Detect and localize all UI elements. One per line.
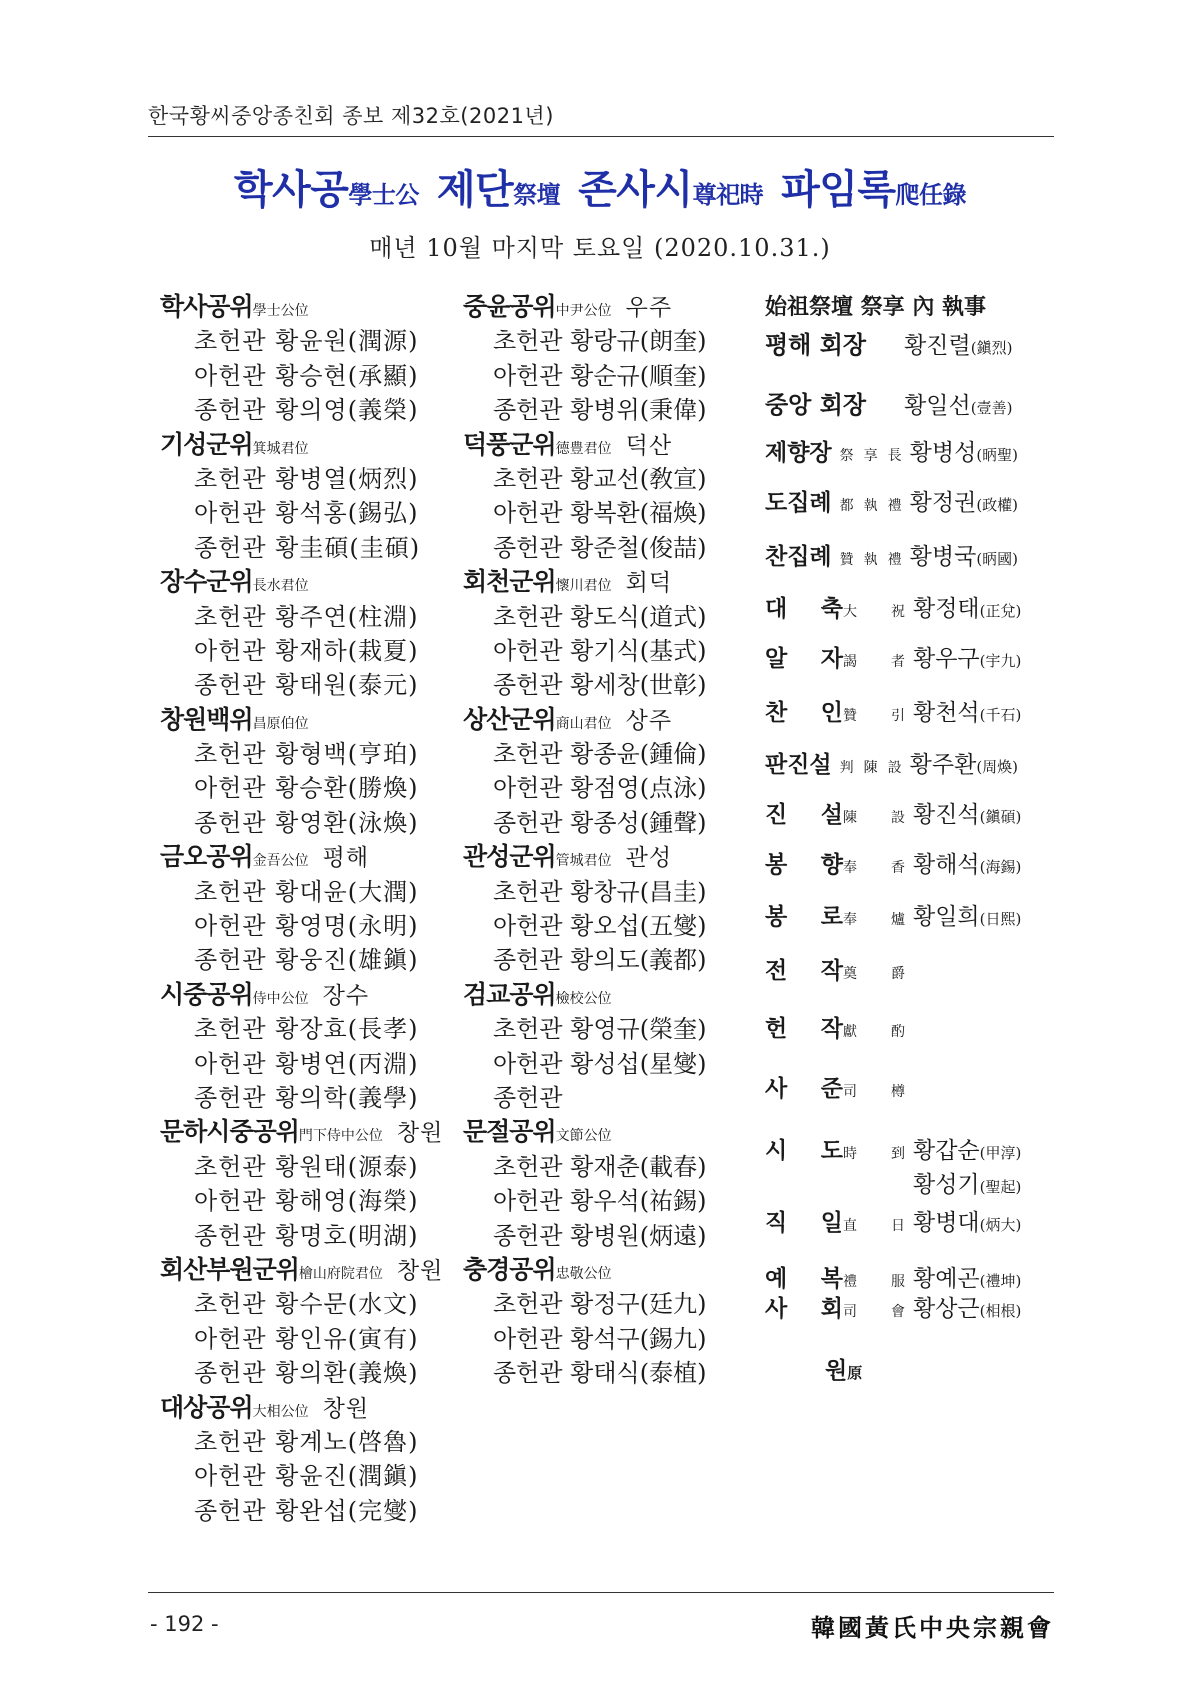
official-name	[904, 331, 1012, 363]
officiant-entry: 종헌관 황세창(世彰)	[493, 671, 707, 700]
official-name	[913, 1136, 1021, 1168]
group-name: 덕풍군위	[463, 429, 556, 459]
role-hanja: 時 到	[843, 1146, 905, 1162]
officiant-entry: 초헌관 황정구(廷九)	[493, 1290, 707, 1319]
officiant-entry: 아헌관 황복환(福煥)	[493, 499, 707, 528]
official-name-hanja: (鎭烈)	[970, 339, 1013, 357]
journal-header: 한국황씨중앙종친회 종보 제32호(2021년)	[148, 104, 554, 128]
group-heading	[160, 1253, 460, 1287]
role-name: 평해 회장	[765, 331, 867, 359]
group-location: 창원	[396, 1257, 444, 1284]
role-hanja: 贊執禮	[839, 552, 902, 568]
group-name: 회천군위	[463, 567, 556, 597]
official-name-hanja: (政權)	[976, 496, 1019, 514]
official-name	[910, 750, 1018, 782]
group-name-hanja: 管城君位	[555, 853, 612, 870]
official-name	[913, 644, 1021, 676]
official-name	[913, 1208, 1021, 1240]
group-heading	[160, 565, 460, 599]
role-hanja: 司 會	[843, 1304, 905, 1320]
official-name-hanja: (相根)	[979, 1302, 1022, 1320]
officiant-entry: 종헌관 황영환(泳煥)	[194, 808, 419, 837]
official-name-hangul: 황해석	[913, 852, 980, 878]
officiant-entry: 종헌관 황완섭(完燮)	[194, 1496, 419, 1525]
officiant-entry: 아헌관 황승환(勝煥)	[194, 774, 419, 803]
officiant-entry: 아헌관 황영명(永明)	[194, 912, 419, 941]
official-name-hanja: (聖起)	[979, 1178, 1022, 1196]
group-name: 회산부원군위	[160, 1254, 299, 1284]
group-name: 학사공위	[160, 292, 253, 321]
officiant-role-row	[765, 1294, 1021, 1324]
officiant-entry: 초헌관 황대윤(大潤)	[194, 877, 419, 906]
group-name-hanja: 檜山府院君位	[298, 1265, 383, 1282]
officiant-role-row	[765, 488, 1018, 518]
official-name	[913, 850, 1021, 882]
group-heading	[463, 1115, 755, 1149]
title-part-4-ko: 파임록	[781, 167, 896, 213]
officiant-role-row	[765, 644, 1021, 674]
page-title	[0, 158, 1200, 215]
group-name: 중윤공위	[463, 292, 556, 321]
officiant-role-row	[765, 750, 1018, 780]
officiant-entry: 초헌관 황종윤(鍾倫)	[493, 740, 707, 769]
role-name: 전 작	[765, 958, 843, 984]
role-hanja: 直 日	[843, 1218, 905, 1234]
title-part-4-han: 爬任錄	[895, 181, 967, 209]
role-name: 시 도	[765, 1138, 843, 1164]
official-name-hangul: 황갑순	[913, 1138, 980, 1164]
official-name	[913, 800, 1021, 832]
group-name: 상산군위	[463, 704, 556, 734]
officiant-role-row	[765, 438, 1018, 468]
officiant-entry: 초헌관 황재춘(載春)	[493, 1152, 707, 1181]
group-location: 장수	[322, 982, 370, 1009]
officiant-entry: 종헌관 황태식(泰植)	[493, 1359, 707, 1388]
officiant-role-row	[765, 698, 1021, 728]
officiant-entry: 종헌관	[493, 1083, 563, 1112]
officiant-entry: 종헌관 황웅진(雄鎭)	[194, 946, 419, 975]
group-location: 우주	[625, 295, 673, 321]
official-name-hanja: (昞國)	[976, 550, 1019, 568]
officiant-entry: 초헌관 황윤원(潤源)	[194, 327, 419, 356]
officiant-entry: 초헌관 황계노(啓魯)	[194, 1427, 419, 1456]
group-heading	[463, 978, 755, 1012]
official-name-hangul: 황성기	[913, 1172, 980, 1198]
group-name-hanja: 大相公位	[252, 1403, 309, 1420]
group-heading	[160, 978, 460, 1012]
role-name: 진 설	[765, 802, 843, 828]
role-name: 봉 향	[765, 852, 843, 878]
group-location: 회덕	[625, 570, 673, 597]
group-heading	[463, 703, 755, 737]
group-location: 창원	[396, 1120, 444, 1147]
officiant-entry: 아헌관 황기식(基式)	[493, 636, 707, 665]
official-name-hangul: 황주환	[909, 752, 977, 778]
role-name: 찬집례	[765, 544, 832, 570]
group-name-hanja: 學士公位	[252, 303, 309, 319]
officiants-heading: 始祖祭壇 祭享 內 執事	[765, 295, 986, 320]
official-name	[913, 698, 1021, 730]
officiant-entry: 아헌관 황순규(順奎)	[493, 361, 707, 390]
official-name-hanja: (宇九)	[979, 652, 1022, 670]
role-name: 직 일	[765, 1210, 843, 1236]
officiant-role-row	[765, 1208, 1021, 1238]
role-hanja: 奠 爵	[843, 966, 905, 982]
role-name: 중앙 회장	[765, 391, 867, 419]
group-name-hanja: 文節公位	[555, 1128, 612, 1145]
official-name	[910, 542, 1018, 574]
officiant-role-row	[765, 1074, 905, 1104]
group-heading	[463, 1253, 755, 1287]
group-name: 충경공위	[463, 1254, 556, 1284]
role-hanja: 祭享長	[839, 448, 902, 464]
role-name: 예 복	[765, 1266, 843, 1292]
official-name	[910, 488, 1018, 520]
group-name: 장수군위	[160, 567, 253, 597]
officiant-entry: 초헌관 황도식(道式)	[493, 602, 707, 631]
official-name-hangul: 황일선	[904, 393, 971, 419]
officiant-entry: 아헌관 황성섭(星燮)	[493, 1049, 707, 1078]
group-name: 문하시중공위	[160, 1117, 299, 1147]
group-name: 문절공위	[463, 1117, 556, 1147]
official-name-hanja: (正兌)	[979, 602, 1022, 620]
officiant-entry: 종헌관 황의도(義都)	[493, 946, 707, 975]
official-name-hangul: 황정권	[909, 490, 977, 516]
officiant-entry: 초헌관 황병열(炳烈)	[194, 464, 419, 493]
role-name: 도집례	[765, 490, 832, 516]
role-hanja: 謁 者	[843, 654, 905, 670]
official-name-hangul: 황진렬	[904, 333, 971, 359]
role-name: 헌 작	[765, 1016, 843, 1042]
official-name	[913, 1170, 1021, 1202]
left-column	[160, 290, 460, 1528]
officiant-entry: 종헌관 황의영(義榮)	[194, 396, 419, 425]
title-part-1-han: 學士公	[348, 181, 419, 209]
trailing-note-han: 原	[847, 1364, 863, 1382]
title-part-2-han: 祭壇	[513, 181, 561, 209]
title-part-1-ko: 학사공	[233, 167, 349, 213]
officiant-entry: 종헌관 황의환(義煥)	[194, 1359, 419, 1388]
role-name: 사 회	[765, 1296, 843, 1322]
official-name-hanja: (昞聖)	[976, 446, 1019, 464]
officiant-entry: 아헌관 황승현(承顯)	[194, 361, 419, 390]
role-name: 대 축	[765, 596, 843, 622]
group-name-hanja: 金吾公位	[252, 853, 309, 870]
group-name: 시중공위	[160, 979, 253, 1009]
trailing-note-ko: 원	[825, 1358, 848, 1384]
title-part-3-han: 尊祀時	[692, 181, 764, 209]
official-name-hangul: 황천석	[913, 700, 980, 726]
official-name-hanja: (炳大)	[979, 1216, 1022, 1234]
officiant-entry: 초헌관 황창규(昌圭)	[493, 877, 707, 906]
role-name: 판진설	[765, 752, 832, 778]
officiant-role-row	[765, 330, 1012, 360]
officiant-entry: 초헌관 황형백(亨珀)	[194, 740, 419, 769]
title-part-3-ko: 존사시	[578, 167, 693, 213]
group-name: 금오공위	[160, 842, 253, 872]
group-heading	[463, 565, 755, 599]
group-location: 창원	[322, 1395, 370, 1422]
officiant-role-row	[765, 542, 1018, 572]
role-hanja: 禮 服	[843, 1274, 905, 1290]
officiant-entry: 종헌관 황명호(明湖)	[194, 1221, 419, 1250]
group-name: 대상공위	[160, 1392, 253, 1422]
official-name	[913, 594, 1021, 626]
group-heading	[160, 290, 460, 324]
official-name	[913, 1294, 1021, 1326]
officiant-entry: 초헌관 황영규(榮奎)	[493, 1015, 707, 1044]
officiant-entry: 초헌관 황장효(長孝)	[194, 1015, 419, 1044]
officiant-role-row	[765, 1136, 1021, 1166]
group-heading	[160, 1115, 460, 1149]
group-name-hanja: 箕城君位	[252, 440, 309, 457]
role-hanja: 都執禮	[839, 498, 902, 514]
group-location: 덕산	[625, 432, 673, 459]
footer-rule	[148, 1592, 1054, 1593]
official-name-hangul: 황예곤	[913, 1266, 980, 1292]
group-name-hanja: 商山君位	[555, 715, 612, 732]
group-name-hanja: 長水君位	[252, 578, 309, 595]
group-name-hanja: 門下侍中公位	[298, 1128, 383, 1145]
group-name-hanja: 昌原伯位	[252, 715, 309, 732]
group-name: 검교공위	[463, 979, 556, 1009]
page-number: - 192 -	[150, 1612, 219, 1636]
officiant-entry: 아헌관 황해영(海榮)	[194, 1187, 419, 1216]
official-name-hangul: 황정태	[913, 596, 980, 622]
role-hanja: 奉 香	[843, 860, 905, 876]
official-name-hanja: (日熙)	[979, 910, 1022, 928]
officiant-entry: 종헌관 황병위(秉偉)	[493, 396, 707, 425]
officiant-entry: 초헌관 황교선(敎宣)	[493, 464, 707, 493]
official-name-hangul: 황일희	[913, 904, 980, 930]
officiant-entry: 아헌관 황인유(寅有)	[194, 1324, 419, 1353]
group-name: 관성군위	[463, 842, 556, 872]
group-heading	[160, 703, 460, 737]
officiant-role-row	[765, 1170, 1021, 1200]
officiant-entry: 초헌관 황주연(柱淵)	[194, 602, 419, 631]
role-hanja: 陳 設	[843, 810, 905, 826]
header-rule	[148, 136, 1054, 137]
official-name-hanja: (甲淳)	[979, 1144, 1022, 1162]
title-part-2-ko: 제단	[436, 167, 514, 213]
group-heading	[160, 840, 460, 874]
officiant-entry: 종헌관 황의학(義學)	[194, 1083, 419, 1112]
group-name-hanja: 侍中公位	[252, 990, 309, 1007]
group-location: 관성	[625, 845, 673, 872]
official-name	[913, 902, 1021, 934]
group-location: 평해	[322, 845, 370, 872]
officiant-role-row	[765, 390, 1012, 420]
group-heading	[160, 428, 460, 462]
role-hanja: 判陳設	[839, 760, 902, 776]
official-name-hangul: 황병대	[913, 1210, 980, 1236]
officiant-role-row	[765, 800, 1021, 830]
role-name: 제향장	[765, 440, 832, 466]
group-heading	[463, 428, 755, 462]
officiant-entry: 아헌관 황점영(点泳)	[493, 774, 707, 803]
group-name: 기성군위	[160, 429, 253, 459]
officiant-entry: 종헌관 황종성(鍾聲)	[493, 808, 707, 837]
officiant-role-row	[765, 850, 1021, 880]
officiant-role-row	[765, 902, 1021, 932]
role-hanja: 贊 引	[843, 708, 905, 724]
officiant-entry: 아헌관 황석구(錫九)	[493, 1324, 707, 1353]
role-hanja: 大 祝	[843, 604, 905, 620]
officiant-entry: 초헌관 황수문(水文)	[194, 1290, 419, 1319]
officiant-entry: 아헌관 황윤진(潤鎭)	[194, 1462, 419, 1491]
role-hanja: 獻 酌	[843, 1024, 905, 1040]
officiant-entry: 종헌관 황준철(俊喆)	[493, 533, 707, 562]
officiant-entry: 초헌관 황원태(源泰)	[194, 1152, 419, 1181]
officiant-role-row	[765, 1014, 905, 1044]
official-name-hangul: 황진석	[913, 802, 980, 828]
official-name	[913, 1264, 1021, 1296]
group-name-hanja: 忠敬公位	[555, 1265, 612, 1282]
role-name: 알 자	[765, 646, 843, 672]
official-name-hanja: (鎭碩)	[979, 808, 1022, 826]
right-column-officiants	[765, 290, 1065, 1384]
org-signature: 韓國黃氏中央宗親會	[811, 1613, 1054, 1642]
officiant-entry: 종헌관 황圭碩(圭碩)	[194, 533, 421, 562]
officiant-entry: 아헌관 황오섭(五燮)	[493, 912, 707, 941]
group-heading	[463, 840, 755, 874]
official-name-hangul: 황병국	[909, 544, 977, 570]
official-name	[904, 391, 1012, 423]
group-name: 창원백위	[160, 704, 253, 734]
middle-column	[463, 290, 755, 1391]
role-name: 봉 로	[765, 904, 843, 930]
official-name-hanja: (禮坤)	[979, 1272, 1022, 1290]
officiant-role-row	[765, 1264, 1021, 1294]
officiant-entry: 초헌관 황랑규(朗奎)	[493, 327, 707, 356]
group-name-hanja: 德豊君位	[555, 440, 612, 457]
official-name-hanja: (周煥)	[976, 758, 1019, 776]
group-name-hanja: 懷川君位	[555, 578, 612, 595]
officiant-entry: 아헌관 황우석(祐錫)	[493, 1187, 707, 1216]
group-heading	[160, 1391, 460, 1425]
role-hanja: 司 樽	[843, 1084, 905, 1100]
official-name	[910, 438, 1018, 470]
official-name-hangul: 황병성	[909, 440, 977, 466]
group-location: 상주	[625, 707, 673, 734]
group-name-hanja: 中尹公位	[555, 303, 612, 319]
officiant-entry: 아헌관 황재하(栽夏)	[194, 636, 419, 665]
group-heading	[463, 290, 755, 324]
role-hanja: 奉 爐	[843, 912, 905, 928]
official-name-hanja: (海錫)	[979, 858, 1022, 876]
officiant-role-row	[765, 956, 905, 986]
official-name-hanja: (千石)	[979, 706, 1022, 724]
group-name-hanja: 檢校公位	[555, 990, 612, 1007]
trailing-note	[825, 1356, 862, 1386]
role-name: 사 준	[765, 1076, 843, 1102]
official-name-hanja: (壹善)	[970, 399, 1013, 417]
officiant-entry: 종헌관 황태원(泰元)	[194, 671, 419, 700]
officiant-entry: 아헌관 황석홍(錫弘)	[194, 499, 419, 528]
official-name-hangul: 황상근	[913, 1296, 980, 1322]
official-name-hangul: 황우구	[913, 646, 980, 672]
role-name: 찬 인	[765, 700, 843, 726]
subtitle-date: 매년 10월 마지막 토요일 (2020.10.31.)	[369, 234, 831, 262]
officiant-role-row	[765, 594, 1021, 624]
officiant-entry: 종헌관 황병원(炳遠)	[493, 1221, 707, 1250]
officiant-entry: 아헌관 황병연(丙淵)	[194, 1049, 419, 1078]
